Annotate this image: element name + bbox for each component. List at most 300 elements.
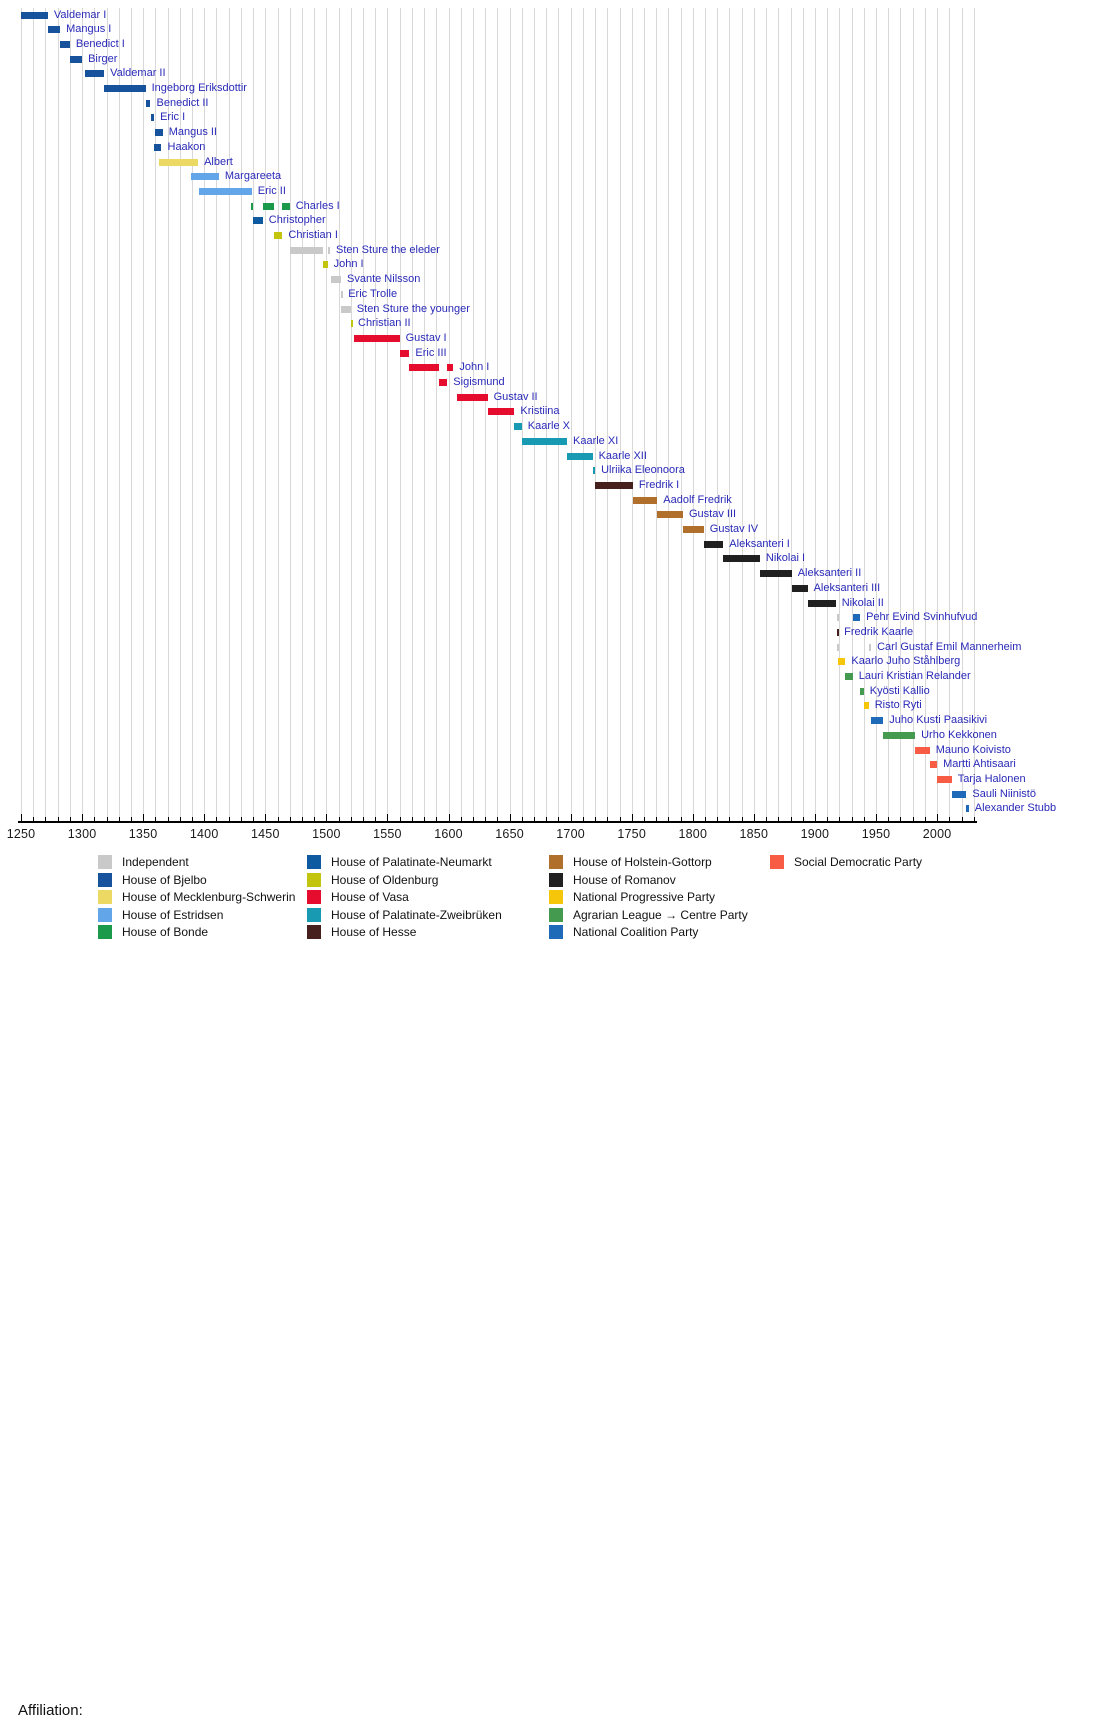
legend-label: House of Oldenburg: [331, 872, 439, 887]
x-axis-tick: [387, 814, 388, 821]
x-axis-tick: [534, 817, 535, 821]
ruler-label: Lauri Kristian Relander: [858, 670, 971, 682]
gridline: [70, 8, 71, 821]
x-axis-tick: [888, 817, 889, 821]
gridline: [339, 8, 340, 821]
ruler-label: Fredrik I: [638, 478, 680, 491]
timeline-bar: [937, 776, 952, 783]
x-axis-tick: [754, 814, 755, 821]
x-axis-tick-label: 1250: [6, 827, 36, 841]
x-axis-tick: [485, 817, 486, 821]
legend-swatch: [98, 908, 112, 922]
timeline-bar: [860, 688, 864, 695]
ruler-label: Eric I: [160, 111, 186, 124]
timeline-bar: [282, 203, 289, 210]
ruler-label: Nikolai II: [841, 596, 884, 609]
gridline: [21, 8, 22, 821]
x-axis-tick: [607, 817, 608, 821]
x-axis-tick: [595, 817, 596, 821]
gridline: [265, 8, 266, 821]
x-axis-tick: [620, 817, 621, 821]
legend-label: House of Bjelbo: [122, 872, 207, 887]
timeline-bar: [159, 159, 198, 166]
ruler-label: Aleksanteri II: [797, 567, 862, 580]
legend-swatch: [549, 908, 563, 922]
timeline-bar: [837, 614, 839, 621]
legend-label: Independent: [122, 855, 189, 869]
x-axis-tick: [693, 814, 694, 821]
ruler-label: Haakon: [167, 140, 206, 153]
timeline-bar: [869, 644, 871, 651]
x-axis-tick: [864, 817, 865, 821]
x-axis-tick: [45, 817, 46, 821]
legend-label: Agrarian League → Centre Party: [573, 907, 748, 922]
x-axis-tick: [192, 817, 193, 821]
ruler-label: Fredrik Kaarle: [844, 625, 914, 638]
legend-label: House of Palatinate-Zweibrüken: [331, 907, 502, 922]
x-axis-tick-label: 1700: [556, 827, 585, 841]
x-axis-tick: [302, 817, 303, 821]
gridline: [620, 8, 621, 821]
gridline: [436, 8, 437, 821]
timeline-bar: [457, 394, 488, 401]
gridline: [33, 8, 34, 821]
legend-swatch: [307, 908, 321, 922]
gridline: [937, 8, 938, 821]
gridline: [45, 8, 46, 821]
x-axis-tick: [216, 817, 217, 821]
x-axis-tick-label: 1650: [495, 827, 524, 841]
x-axis-tick: [583, 817, 584, 821]
x-axis-tick: [461, 817, 462, 821]
legend-swatch: [307, 873, 321, 887]
x-axis-tick: [339, 817, 340, 821]
legend-label: House of Hesse: [331, 925, 417, 939]
gridline: [974, 8, 975, 821]
timeline-bar: [723, 555, 760, 562]
ruler-label: Albert: [204, 155, 233, 168]
timeline-bar: [151, 114, 155, 121]
x-axis-tick: [363, 817, 364, 821]
timeline-bar: [845, 673, 852, 680]
timeline-bar: [567, 453, 593, 460]
timeline-bar: [199, 188, 252, 195]
ruler-label: Kaarle XI: [573, 434, 619, 447]
gridline: [571, 8, 572, 821]
timeline-bar: [930, 761, 937, 768]
gridline: [742, 8, 743, 821]
timeline-bar: [514, 423, 521, 430]
gridline: [278, 8, 279, 821]
ruler-label: Pehr Evind Svinhufvud: [866, 611, 978, 624]
x-axis-tick: [839, 817, 840, 821]
timeline-bar: [837, 644, 839, 651]
x-axis-tick: [668, 817, 669, 821]
gridline: [461, 8, 462, 821]
gridline: [766, 8, 767, 821]
ruler-label: Eric II: [257, 184, 286, 197]
ruler-label: Aleksanteri I: [729, 537, 790, 550]
x-axis-tick: [852, 817, 853, 821]
gridline: [864, 8, 865, 821]
x-axis-tick-label: 1850: [739, 827, 769, 841]
ruler-label: Kyösti Kallio: [869, 684, 930, 697]
ruler-label: Kaarlo Juho Ståhlberg: [851, 655, 961, 668]
timeline-bar: [191, 173, 219, 180]
x-axis-line: [18, 821, 977, 823]
x-axis-tick-label: 1350: [128, 827, 158, 841]
x-axis-tick: [107, 817, 108, 821]
timeline-bar: [60, 41, 70, 48]
timeline-bar: [341, 291, 343, 298]
gridline: [58, 8, 59, 821]
ruler-label: Birger: [88, 52, 118, 65]
gridline: [387, 8, 388, 821]
timeline-bar: [837, 629, 839, 636]
legend-swatch: [98, 855, 112, 869]
ruler-label: Juho Kusti Paasikivi: [889, 714, 988, 727]
ruler-label: Mauno Koivisto: [935, 743, 1011, 756]
ruler-label: John I: [333, 258, 364, 271]
x-axis-tick: [155, 817, 156, 821]
legend-swatch: [549, 890, 563, 904]
x-axis-tick: [241, 817, 242, 821]
gridline: [400, 8, 401, 821]
ruler-label: Kristiina: [520, 405, 560, 418]
ruler-label: Kaarle X: [527, 420, 570, 433]
timeline-bar: [253, 217, 263, 224]
ruler-label: Charles I: [295, 199, 340, 212]
ruler-label: Nikolai I: [765, 552, 806, 565]
legend-label: House of Bonde: [122, 925, 209, 939]
ruler-label: Alexander Stubb: [974, 802, 1057, 815]
legend-swatch: [549, 873, 563, 887]
x-axis-tick: [436, 817, 437, 821]
x-axis-tick: [21, 814, 22, 821]
gridline: [925, 8, 926, 821]
ruler-label: Sauli Niinistö: [972, 787, 1036, 800]
ruler-label: Gustav III: [689, 508, 737, 521]
ruler-label: Tarja Halonen: [957, 772, 1026, 785]
legend-swatch: [98, 890, 112, 904]
x-axis-tick-label: 1300: [67, 827, 97, 841]
gridline: [473, 8, 474, 821]
ruler-label: Ingeborg Eriksdottir: [151, 82, 247, 94]
timeline-bar: [871, 717, 883, 724]
x-axis-tick: [314, 817, 315, 821]
ruler-label: Martti Ahtisaari: [943, 758, 1016, 771]
x-axis-tick: [717, 817, 718, 821]
x-axis-tick: [94, 817, 95, 821]
timeline-bar: [952, 791, 967, 798]
timeline-bar: [864, 702, 869, 709]
timeline-bar: [853, 614, 860, 621]
legend-label: Social Democratic Party: [794, 855, 923, 869]
x-axis-tick: [449, 814, 450, 821]
ruler-label: Valdemar II: [110, 67, 166, 80]
x-axis-tick: [351, 817, 352, 821]
timeline-bar: [104, 85, 146, 92]
legend-label: National Progressive Party: [573, 890, 716, 904]
x-axis-tick-label: 1900: [800, 827, 830, 841]
gridline: [241, 8, 242, 821]
ruler-label: Mangus II: [168, 126, 217, 139]
ruler-label: Sten Sture the younger: [356, 302, 470, 315]
timeline-bar: [70, 56, 82, 63]
x-axis-tick: [656, 817, 657, 821]
x-axis-tick: [925, 817, 926, 821]
x-axis-tick: [974, 817, 975, 821]
x-axis-tick: [632, 814, 633, 821]
timeline-bar: [251, 203, 253, 210]
gridline: [363, 8, 364, 821]
timeline-bar: [85, 70, 105, 77]
timeline-bar: [657, 511, 683, 518]
x-axis-tick: [290, 817, 291, 821]
x-axis-tick: [729, 817, 730, 821]
timeline-bar: [593, 467, 595, 474]
x-axis-tick: [522, 817, 523, 821]
x-axis-tick: [180, 817, 181, 821]
legend-swatch: [98, 873, 112, 887]
legend-title: Affiliation:: [18, 1702, 83, 1719]
timeline-bar: [328, 247, 330, 254]
x-axis-tick: [558, 817, 559, 821]
x-axis-tick: [937, 814, 938, 821]
ruler-label: Christian I: [288, 229, 338, 241]
x-axis-tick: [876, 814, 877, 821]
timeline-bar: [595, 482, 633, 489]
ruler-label: Sigismund: [453, 376, 505, 388]
ruler-label: Ulriika Eleonoora: [601, 464, 685, 477]
timeline-bar: [341, 306, 351, 313]
timeline-bar: [704, 541, 724, 548]
legend-swatch: [98, 925, 112, 939]
timeline-bar: [522, 438, 567, 445]
x-axis-tick: [143, 814, 144, 821]
gridline: [107, 8, 108, 821]
x-axis-tick: [58, 817, 59, 821]
gridline: [656, 8, 657, 821]
timeline-bar: [274, 232, 283, 239]
legend-swatch: [549, 925, 563, 939]
x-axis-tick: [815, 814, 816, 821]
gridline: [803, 8, 804, 821]
x-axis-tick: [571, 814, 572, 821]
gridline: [778, 8, 779, 821]
ruler-label: John I: [459, 361, 490, 374]
gridline: [949, 8, 950, 821]
gridline: [290, 8, 291, 821]
timeline-bar: [409, 364, 438, 371]
timeline-bar: [155, 129, 162, 136]
x-axis-tick: [278, 817, 279, 821]
timeline-bar: [323, 261, 328, 268]
x-axis-tick: [510, 814, 511, 821]
gridline: [94, 8, 95, 821]
ruler-label: Benedict II: [156, 96, 209, 109]
x-axis-tick: [168, 817, 169, 821]
ruler-label: Svante Nilsson: [347, 273, 421, 286]
ruler-label: Aadolf Fredrik: [663, 493, 732, 506]
gridline: [754, 8, 755, 821]
legend-swatch: [307, 890, 321, 904]
gridline: [791, 8, 792, 821]
timeline-bar: [154, 144, 161, 151]
x-axis-tick-label: 1550: [373, 827, 402, 841]
x-axis-tick: [229, 817, 230, 821]
ruler-label: Kaarle XII: [598, 449, 647, 462]
ruler-label: Aleksanteri III: [813, 581, 881, 594]
gridline: [424, 8, 425, 821]
timeline-bar: [354, 335, 399, 342]
gridline: [962, 8, 963, 821]
gridline: [314, 8, 315, 821]
x-axis-tick: [119, 817, 120, 821]
x-axis-tick: [900, 817, 901, 821]
x-axis-tick: [265, 814, 266, 821]
gridline: [729, 8, 730, 821]
legend-swatch: [307, 855, 321, 869]
gridline: [351, 8, 352, 821]
gridline: [82, 8, 83, 821]
legend-label: House of Estridsen: [122, 907, 224, 922]
x-axis-tick: [497, 817, 498, 821]
x-axis-tick: [412, 817, 413, 821]
x-axis-tick: [546, 817, 547, 821]
x-axis-tick: [644, 817, 645, 821]
timeline-bar: [966, 805, 968, 812]
ruler-label: Valdemar I: [53, 8, 107, 21]
timeline-bar: [48, 26, 60, 33]
legend-label: House of Holstein-Gottorp: [573, 855, 712, 869]
gridline: [229, 8, 230, 821]
x-axis-tick: [681, 817, 682, 821]
x-axis-tick: [33, 817, 34, 821]
ruler-label: Risto Ryti: [874, 699, 922, 712]
timeline-bar: [290, 247, 323, 254]
x-axis-tick: [400, 817, 401, 821]
timeline-bar: [883, 732, 915, 739]
x-axis-tick-label: 1950: [861, 827, 891, 841]
gridline: [449, 8, 450, 821]
x-axis-tick: [473, 817, 474, 821]
ruler-label: Eric III: [415, 346, 447, 359]
ruler-label: Gustav I: [405, 331, 447, 344]
gridline: [815, 8, 816, 821]
ruler-label: Benedict I: [75, 37, 125, 50]
legend-swatch: [307, 925, 321, 939]
ruler-label: Eric Trolle: [348, 287, 398, 300]
x-axis-tick: [949, 817, 950, 821]
x-axis-tick: [962, 817, 963, 821]
x-axis-tick: [827, 817, 828, 821]
x-axis-tick: [204, 814, 205, 821]
legend-label: House of Romanov: [573, 872, 676, 887]
legend-label: House of Vasa: [331, 890, 409, 904]
timeline-bar: [447, 364, 453, 371]
ruler-label: Gustav II: [493, 390, 538, 403]
timeline-bar: [633, 497, 657, 504]
timeline-bar: [351, 320, 353, 327]
gridline: [253, 8, 254, 821]
x-axis-tick: [803, 817, 804, 821]
timeline-bar: [792, 585, 808, 592]
legend-label: National Coalition Party: [573, 925, 699, 939]
x-axis-tick: [705, 817, 706, 821]
timeline-bar: [400, 350, 410, 357]
gridline: [644, 8, 645, 821]
ruler-label: Gustav IV: [709, 523, 759, 535]
x-axis-tick: [791, 817, 792, 821]
x-axis-tick: [253, 817, 254, 821]
x-axis-tick-label: 1500: [312, 827, 341, 841]
timeline-bar: [808, 600, 836, 607]
x-axis-tick: [375, 817, 376, 821]
gridline: [375, 8, 376, 821]
ruler-label: Carl Gustaf Emil Mannerheim: [877, 640, 1022, 653]
timeline-bar: [760, 570, 792, 577]
ruler-label: Mangus I: [66, 23, 112, 36]
gridline: [412, 8, 413, 821]
ruler-label: Urho Kekkonen: [921, 728, 997, 741]
gridline: [632, 8, 633, 821]
timeline-bar: [439, 379, 448, 386]
gridline: [595, 8, 596, 821]
gridline: [668, 8, 669, 821]
gridline: [302, 8, 303, 821]
x-axis-tick: [326, 814, 327, 821]
timeline-bar: [146, 100, 151, 107]
x-axis-tick: [131, 817, 132, 821]
timeline-bar: [331, 276, 341, 283]
gridline: [326, 8, 327, 821]
x-axis-tick: [70, 817, 71, 821]
timeline-bar: [488, 408, 515, 415]
gridline: [717, 8, 718, 821]
x-axis-tick: [766, 817, 767, 821]
x-axis-tick-label: 1750: [617, 827, 646, 841]
timeline-bar: [683, 526, 704, 533]
gridline: [681, 8, 682, 821]
plot-area: [0, 0, 1100, 850]
x-axis-tick-label: 2000: [922, 827, 952, 841]
gridline: [119, 8, 120, 821]
ruler-label: Christian II: [358, 317, 411, 330]
legend-label: House of Palatinate-Neumarkt: [331, 855, 492, 869]
gridline: [693, 8, 694, 821]
x-axis-tick: [82, 814, 83, 821]
x-axis-tick-label: 1800: [678, 827, 708, 841]
gridline: [852, 8, 853, 821]
gridline: [827, 8, 828, 821]
x-axis-tick: [424, 817, 425, 821]
gridline: [131, 8, 132, 821]
x-axis-tick: [913, 817, 914, 821]
x-axis-tick: [742, 817, 743, 821]
timeline-bar: [838, 658, 845, 665]
ruler-label: Sten Sture the eleder: [336, 243, 440, 256]
ruler-label: Christopher: [268, 214, 326, 227]
legend-label: House of Mecklenburg-Schwerin: [122, 890, 296, 904]
legend-swatch: [770, 855, 784, 869]
legend-swatch: [549, 855, 563, 869]
x-axis-tick-label: 1450: [250, 827, 280, 841]
gridline: [143, 8, 144, 821]
ruler-label: Margareeta: [224, 170, 282, 183]
gridline: [485, 8, 486, 821]
timeline-bar: [21, 12, 48, 19]
